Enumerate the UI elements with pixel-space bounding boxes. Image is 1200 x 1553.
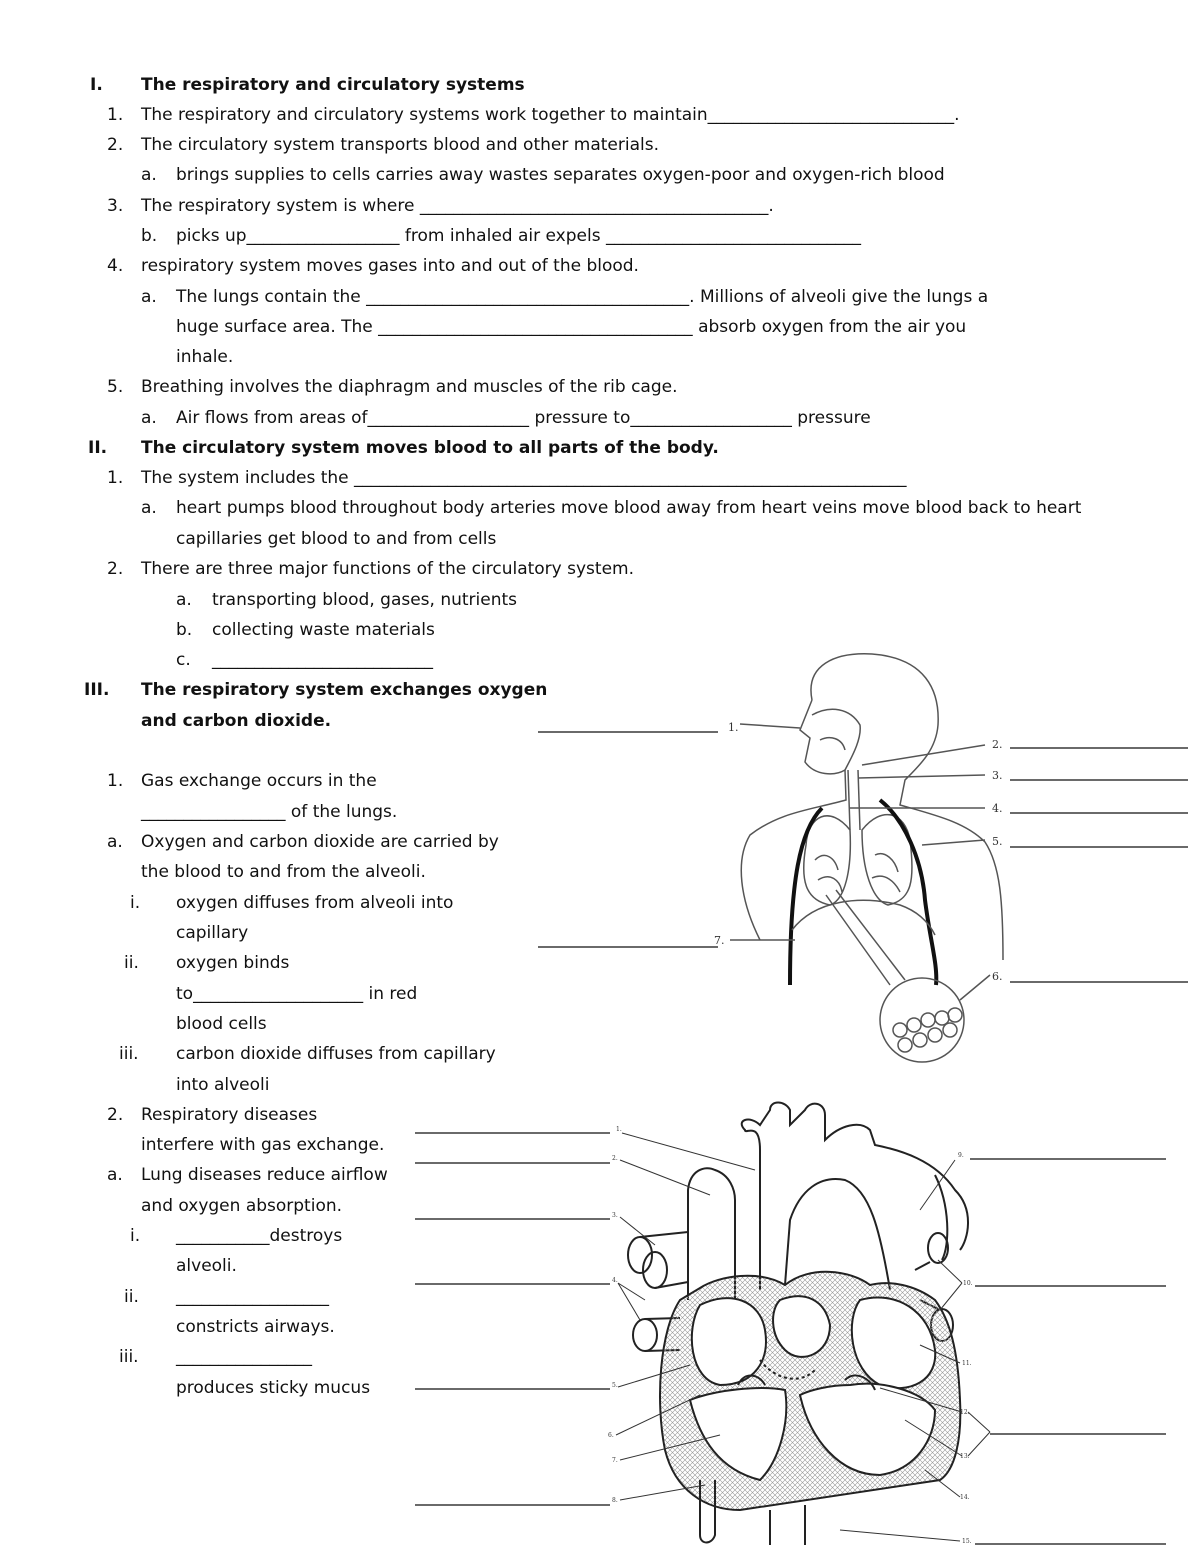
roman-subitem-text: produces sticky mucus — [176, 1378, 371, 1398]
heart-label-8: 8. — [612, 1497, 618, 1504]
roman-subitem-text: alveoli. — [176, 1256, 237, 1276]
lung-label-3: 3. — [992, 769, 1003, 782]
heart-label-11: 11. — [962, 1360, 972, 1367]
item-number: 3. — [107, 196, 124, 216]
subitem-letter: b. — [176, 620, 193, 640]
roman-subitem-text: ________________ — [176, 1347, 312, 1367]
lung-label-5: 5. — [992, 835, 1003, 848]
subitem-text: Lung diseases reduce airflow — [141, 1165, 388, 1185]
roman-subitem-text: blood cells — [176, 1014, 267, 1034]
heart-label-2: 2. — [612, 1155, 618, 1162]
lung-answer-lines — [538, 732, 1188, 982]
item-text: The respiratory and circulatory systems work together to maintain_____________________________. — [141, 105, 960, 125]
roman-subitem-text: constricts airways. — [176, 1317, 335, 1337]
section-1-roman: I. — [90, 75, 103, 95]
roman-subitem: i. — [130, 893, 141, 913]
subitem-letter: a. — [141, 408, 157, 428]
subitem-text: Oxygen and carbon dioxide are carried by — [141, 832, 499, 852]
roman-subitem: iii. — [119, 1044, 139, 1064]
section-3-title: The respiratory system exchanges oxygen — [141, 680, 548, 700]
subitem-text: heart pumps blood throughout body arteries move blood away from heart veins move blood back to heart — [176, 498, 1082, 518]
lung-label-1: 1. — [728, 721, 739, 734]
heart-label-10: 10. — [963, 1280, 973, 1287]
subitem-letter: a. — [141, 498, 157, 518]
item-text: Gas exchange occurs in the — [141, 771, 377, 791]
item-text: The circulatory system transports blood and other materials. — [141, 135, 659, 155]
item-text: _________________ of the lungs. — [141, 802, 398, 822]
roman-subitem: ii. — [124, 1287, 139, 1307]
heart-label-7: 7. — [612, 1457, 618, 1464]
item-text: interfere with gas exchange. — [141, 1135, 385, 1155]
subitem-text: collecting waste materials — [212, 620, 435, 640]
roman-subitem-text: oxygen diffuses from alveoli into — [176, 893, 454, 913]
heart-label-14: 14. — [960, 1494, 970, 1501]
subitem-text: capillaries get blood to and from cells — [176, 529, 497, 549]
roman-subitem-text: to____________________ in red — [176, 984, 418, 1004]
roman-subitem-text: capillary — [176, 923, 249, 943]
heart-label-5: 5. — [612, 1382, 618, 1389]
subitem-letter: a. — [141, 165, 157, 185]
section-3-roman: III. — [84, 680, 110, 700]
heart-pointer-lines — [616, 1133, 990, 1541]
section-1-title: The respiratory and circulatory systems — [141, 75, 525, 95]
lung-label-2: 2. — [992, 738, 1003, 751]
item-number: 4. — [107, 256, 124, 276]
lung-label-7: 7. — [714, 934, 725, 947]
subitem-text: huge surface area. The _____________________________________ absorb oxygen from the air you — [176, 317, 967, 337]
section-2-title: The circulatory system moves blood to all parts of the body. — [141, 438, 719, 458]
subitem-letter: a. — [107, 832, 123, 852]
subitem-text: inhale. — [176, 347, 234, 367]
item-number: 5. — [107, 377, 124, 397]
item-text: respiratory system moves gases into and out of the blood. — [141, 256, 639, 276]
subitem-text: The lungs contain the ______________________________________. Millions of alveoli give the lungs a — [176, 287, 989, 307]
roman-subitem-text: oxygen binds — [176, 953, 290, 973]
subitem-text: brings supplies to cells carries away wastes separates oxygen-poor and oxygen-rich blood — [176, 165, 945, 185]
item-text: The system includes the _________________________________________________________________ — [141, 468, 907, 488]
heart-answer-lines — [415, 1133, 1166, 1544]
section-3-title: and carbon dioxide. — [141, 711, 332, 731]
lung-label-4: 4. — [992, 802, 1003, 815]
subitem-letter: c. — [176, 650, 191, 670]
roman-subitem: i. — [130, 1226, 141, 1246]
heart-label-1: 1. — [616, 1126, 622, 1133]
subitem-letter: a. — [141, 287, 157, 307]
roman-subitem: ii. — [124, 953, 139, 973]
item-text: Breathing involves the diaphragm and muscles of the rib cage. — [141, 377, 678, 397]
item-text: Respiratory diseases — [141, 1105, 318, 1125]
item-number: 1. — [107, 105, 124, 125]
section-2-roman: II. — [88, 438, 108, 458]
heart-label-15: 15. — [962, 1538, 972, 1545]
heart-diagram-art — [628, 1103, 968, 1546]
subitem-text: Air flows from areas of___________________ pressure to___________________ pressure — [176, 408, 871, 428]
item-text: There are three major functions of the circulatory system. — [141, 559, 634, 579]
heart-label-13: 13. — [960, 1453, 970, 1460]
subitem-text: picks up__________________ from inhaled air expels ______________________________ — [176, 226, 861, 246]
subitem-letter: a. — [176, 590, 192, 610]
roman-subitem-text: ___________destroys — [176, 1226, 343, 1246]
item-number: 2. — [107, 559, 124, 579]
lung-label-6: 6. — [992, 970, 1003, 983]
heart-label-12: 12. — [960, 1409, 970, 1416]
subitem-letter: a. — [107, 1165, 123, 1185]
item-number: 1. — [107, 771, 124, 791]
item-number: 1. — [107, 468, 124, 488]
subitem-text: the blood to and from the alveoli. — [141, 862, 426, 882]
roman-subitem-text: __________________ — [176, 1287, 329, 1307]
item-number: 2. — [107, 1105, 124, 1125]
subitem-text: __________________________ — [212, 650, 433, 670]
item-text: The respiratory system is where _________________________________________. — [141, 196, 774, 216]
heart-label-4: 4. — [612, 1277, 618, 1284]
lung-diagram-art — [730, 654, 1003, 1062]
roman-subitem-text: carbon dioxide diffuses from capillary — [176, 1044, 496, 1064]
heart-label-3: 3. — [612, 1212, 618, 1219]
item-number: 2. — [107, 135, 124, 155]
subitem-letter: b. — [141, 226, 158, 246]
subitem-text: and oxygen absorption. — [141, 1196, 343, 1216]
heart-label-6: 6. — [608, 1432, 614, 1439]
roman-subitem: iii. — [119, 1347, 139, 1367]
roman-subitem-text: into alveoli — [176, 1075, 270, 1095]
subitem-text: transporting blood, gases, nutrients — [212, 590, 518, 610]
heart-label-9: 9. — [958, 1152, 964, 1159]
